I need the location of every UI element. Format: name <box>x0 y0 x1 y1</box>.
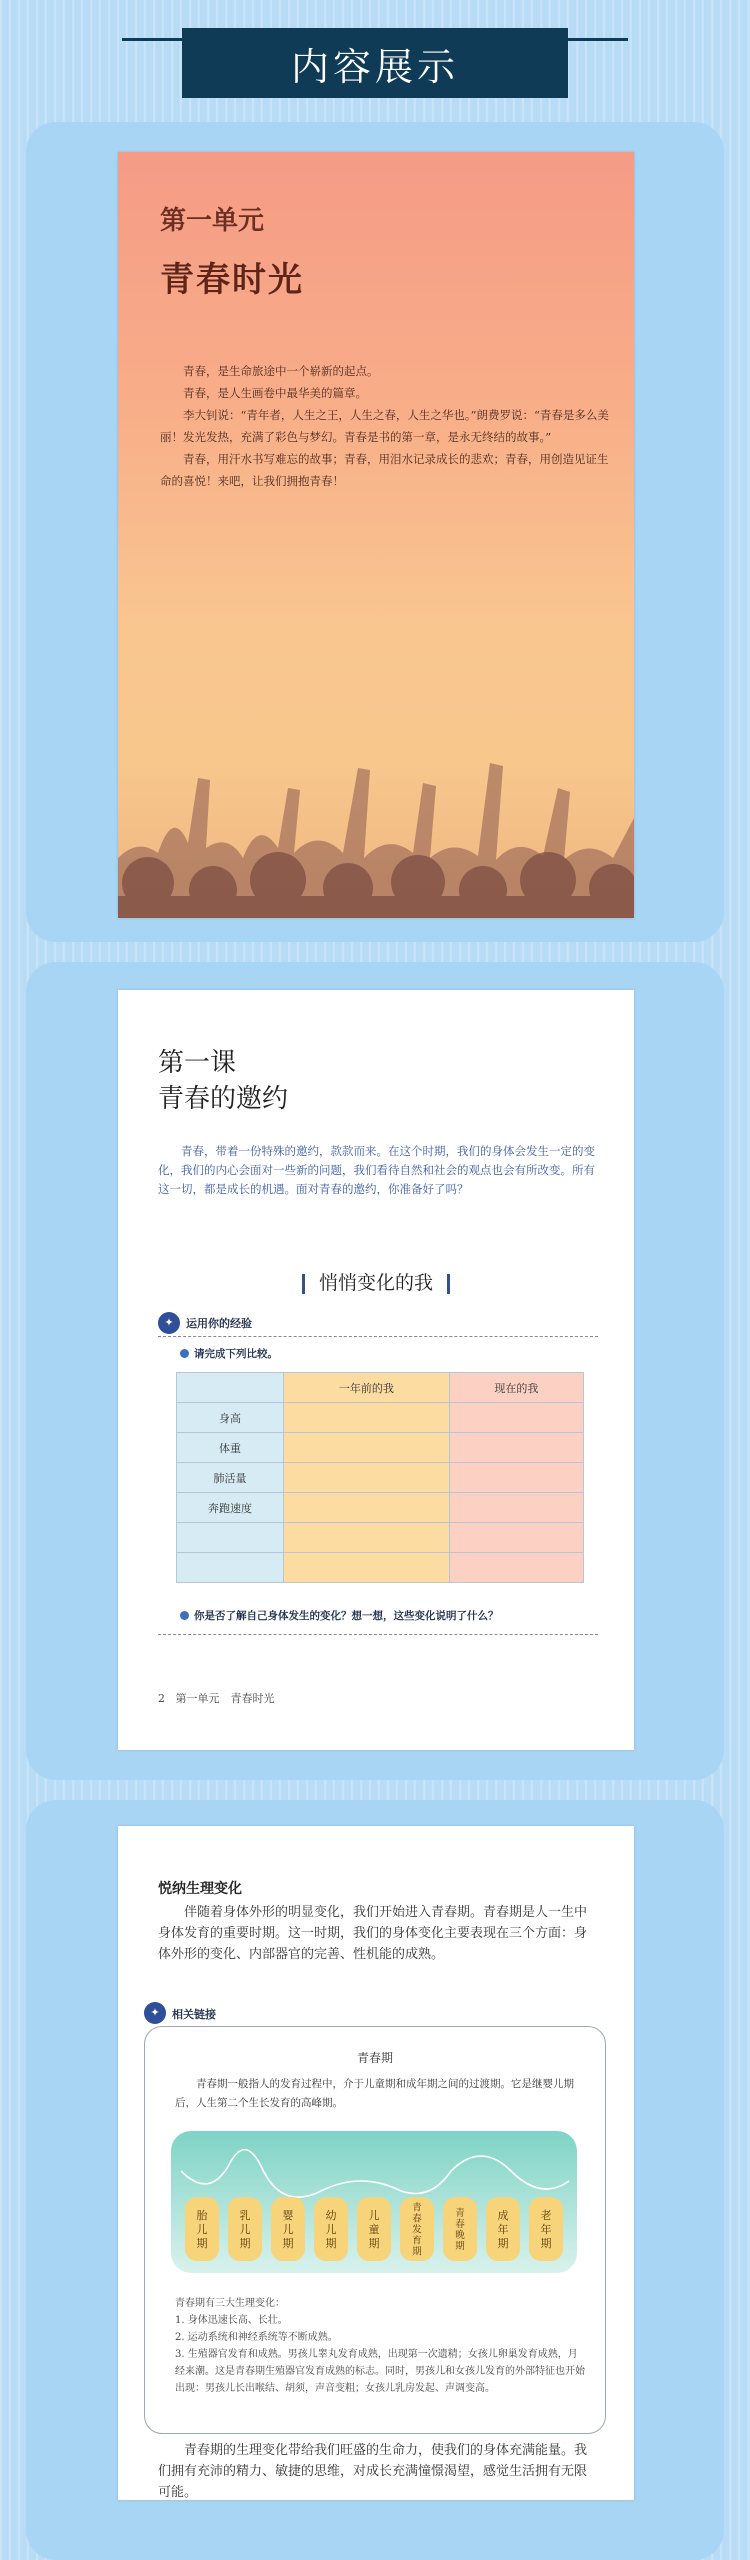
cover-paragraph: 青春，用汗水书写难忘的故事；青春，用泪水记录成长的悲欢；青春，用创造见证生命的喜悦！来吧，让我们拥抱青春！ <box>160 452 609 488</box>
box-title: 青春期 <box>356 2051 393 2065</box>
stage-label: 幼儿期 <box>325 2208 337 2250</box>
table-header <box>177 1373 284 1403</box>
link-label: 相关链接 <box>172 2008 216 2021</box>
cover-page <box>118 152 634 918</box>
lesson-page <box>118 990 634 1750</box>
lesson-title: 青春的邀约 <box>158 1084 289 1114</box>
table-row <box>177 1433 584 1463</box>
table-cell[interactable] <box>449 1553 583 1583</box>
table-cell[interactable] <box>449 1493 583 1523</box>
table-cell[interactable] <box>449 1433 583 1463</box>
instruction <box>180 1346 278 1361</box>
stage-label: 乳儿期 <box>239 2208 251 2250</box>
question-text: 你是否了解自己身体发生的变化？想一想，这些变化说明了什么？ <box>194 1610 499 1622</box>
instruction-text: 请完成下列比较。 <box>194 1348 278 1360</box>
list-item: 3. 生殖器官发育和成熟。男孩儿睾丸发育成熟，出现第一次遗精；女孩儿卵巢发育成熟，月经来潮。这是青春期生殖器官发育成熟的标志。同时，男孩儿和女孩儿发育的外部特征也开始出现：男孩儿长出喉结、胡须，声音变粗；女孩儿乳房发起、声调变高。 <box>175 2349 585 2394</box>
link-icon: ✦ <box>144 2002 166 2024</box>
table-cell[interactable] <box>449 1403 583 1433</box>
stage-label: 儿童期 <box>368 2208 380 2250</box>
stage-label: 青春晚期 <box>455 2207 465 2252</box>
physiology-page <box>118 1826 634 2500</box>
page-footer <box>158 1690 275 1706</box>
row-label: 体重 <box>177 1433 284 1463</box>
comparison-table <box>176 1372 584 1583</box>
row-label: 奔跑速度 <box>177 1493 284 1523</box>
cover-paragraph: 青春，是人生画卷中最华美的篇章。 <box>183 386 367 400</box>
table-cell[interactable] <box>284 1553 450 1583</box>
table-header: 现在的我 <box>449 1373 583 1403</box>
unit-title: 青春时光 <box>160 260 304 300</box>
list-item: 2. 运动系统和神经系统等不断成熟。 <box>175 2332 338 2343</box>
table-row <box>177 1403 584 1433</box>
section-bar-right <box>447 1274 450 1294</box>
box-text: 青春期一般指人的发育过程中，介于儿童期和成年期之间的过渡期。它是继婴儿期后，人生第二个生长发育的高峰期。 <box>175 2078 574 2109</box>
table-cell[interactable] <box>449 1463 583 1493</box>
cover-paragraph: 李大钊说：“青年者，人生之王，人生之春，人生之华也。”朗费罗说：“青春是多么美丽！发光发热，充满了彩色与梦幻。青春是书的第一章，是永无终结的故事。” <box>160 408 609 444</box>
cover-intro <box>160 360 615 492</box>
row-label <box>177 1553 284 1583</box>
bullet-icon <box>180 1611 189 1620</box>
lesson-label: 第一课 <box>158 1048 237 1078</box>
row-label: 肺活量 <box>177 1463 284 1493</box>
table-cell[interactable] <box>284 1493 450 1523</box>
table-cell[interactable] <box>284 1523 450 1553</box>
body-text: 伴随着身体外形的明显变化，我们开始进入青春期。青春期是人一生中身体发育的重要时期。这一时期，我们的身体变化主要表现在三个方面：身体外形的变化、内部器官的完善、性机能的成熟。 <box>158 1905 588 1962</box>
experience-label: 运用你的经验 <box>186 1317 252 1330</box>
stage-label: 婴儿期 <box>282 2208 294 2250</box>
table-row <box>177 1523 584 1553</box>
table-cell[interactable] <box>449 1523 583 1553</box>
table-row <box>177 1493 584 1523</box>
stage-label: 成年期 <box>497 2208 509 2250</box>
subsection-title: 悦纳生理变化 <box>158 1881 242 1897</box>
header <box>0 0 750 110</box>
section-heading <box>118 1268 634 1295</box>
table-row <box>177 1553 584 1583</box>
bullet-icon <box>180 1349 189 1358</box>
experience-icon: ✦ <box>158 1312 180 1334</box>
footer-text: 第一单元 青春时光 <box>175 1692 275 1705</box>
table-header: 一年前的我 <box>284 1373 450 1403</box>
table-cell[interactable] <box>284 1433 450 1463</box>
list-item: 1. 身体迅速长高、长壮。 <box>175 2315 288 2326</box>
stage-label: 胎儿期 <box>196 2208 208 2250</box>
unit-label: 第一单元 <box>160 206 265 236</box>
section-bar-left <box>302 1274 305 1294</box>
lesson-intro: 青春，带着一份特殊的邀约，款款而来。在这个时期，我们的身体会发生一定的变化，我们的内心会面对一些新的问题，我们看待自然和社会的观点也会有所改变。所有这一切，都是成长的机遇。面对青春的邀约，你准备好了吗？ <box>158 1144 595 1196</box>
divider <box>158 1634 598 1635</box>
info-box <box>144 2026 606 2434</box>
row-label: 身高 <box>177 1403 284 1433</box>
body-text-2: 青春期的生理变化带给我们旺盛的生命力，使我们的身体充满能量。我们拥有充沛的精力、敏捷的思维，对成长充满憧憬渴望，感觉生活拥有无限可能。 <box>158 2443 588 2500</box>
cover-paragraph: 青春，是生命旅途中一个崭新的起点。 <box>183 364 379 378</box>
header-line-right <box>558 38 628 41</box>
header-title: 内容展示 <box>182 28 568 98</box>
growth-stage-chart <box>171 2131 577 2273</box>
stage-label: 青春发育期 <box>412 2202 422 2258</box>
table-row <box>177 1463 584 1493</box>
stage-label: 老年期 <box>540 2208 552 2250</box>
row-label <box>177 1523 284 1553</box>
table-cell[interactable] <box>284 1403 450 1433</box>
table-header-row <box>177 1373 584 1403</box>
experience-header <box>158 1312 598 1337</box>
crowd-silhouette-image <box>118 668 634 918</box>
section-title: 悄悄变化的我 <box>318 1272 433 1294</box>
page-number: 2 <box>158 1692 165 1705</box>
list-item: 青春期有三大生理变化： <box>175 2298 285 2309</box>
box-list <box>175 2295 585 2397</box>
question <box>180 1608 499 1623</box>
table-cell[interactable] <box>284 1463 450 1493</box>
